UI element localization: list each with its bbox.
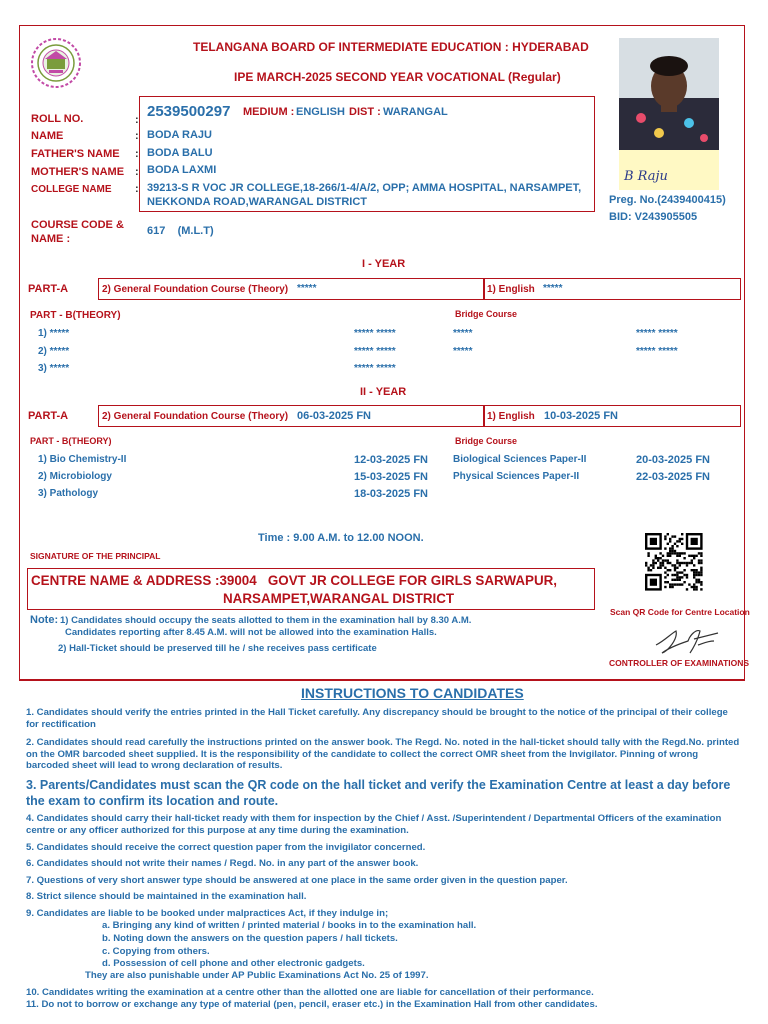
medium: ENGLISH — [296, 106, 345, 118]
dist-label: DIST : — [349, 106, 381, 118]
instruction-9e: They are also punishable under AP Public Examinations Act No. 25 of 1997. — [85, 970, 429, 981]
year2-bridge-date: 20-03-2025 FN — [636, 454, 710, 466]
instruction-8: 8. Strict silence should be maintained in the examination hall. — [26, 891, 307, 902]
year2-part-a: PART-A — [28, 410, 69, 422]
college-label: COLLEGE NAME — [31, 184, 112, 195]
note-1: 1) Candidates should occupy the seats allotted to them in the examination hall by 8.30 A.M. — [60, 615, 472, 626]
year1-bridge-date: ***** ***** — [636, 328, 678, 339]
year1-gfc-date: ***** — [297, 283, 317, 294]
colon: : — [135, 183, 139, 195]
candidate-photo — [619, 38, 719, 150]
preg-no: Preg. No.(2439400415) — [609, 194, 726, 206]
course-label-2: NAME : — [31, 233, 71, 245]
father-label: FATHER'S NAME — [31, 148, 120, 160]
instructions-title: INSTRUCTIONS TO CANDIDATES — [301, 685, 524, 701]
principal-signature-label: SIGNATURE OF THE PRINCIPAL — [30, 551, 161, 561]
dist: WARANGAL — [383, 106, 448, 118]
instruction-10: 10. Candidates writing the examination at a centre other than the allotted one are liable for cancellation of their performance. — [26, 987, 594, 998]
colon: : — [135, 148, 139, 160]
roll-no: 2539500297 — [147, 103, 231, 120]
centre-line-1: CENTRE NAME & ADDRESS :39004 GOVT JR COLLEGE FOR GIRLS SARWAPUR, — [31, 573, 558, 588]
year2-heading: II - YEAR — [360, 386, 407, 398]
year1-date: ***** ***** — [354, 328, 396, 339]
instructions-divider — [19, 680, 745, 681]
bid: BID: V243905505 — [609, 211, 698, 223]
year2-bridge-subject: Physical Sciences Paper-II — [453, 471, 580, 482]
year2-date: 18-03-2025 FN — [354, 488, 428, 500]
medium-label: MEDIUM : — [243, 106, 295, 118]
year1-subject: 3) ***** — [38, 363, 70, 374]
year1-subject: 2) ***** — [38, 346, 70, 357]
instruction-3: 3. Parents/Candidates must scan the QR code on the hall ticket and verify the Examination Centre at least a day before the exam to confirm its location and route. — [26, 778, 731, 808]
year1-gfc: 2) General Foundation Course (Theory) — [102, 284, 289, 295]
name-label: NAME — [31, 130, 64, 142]
year1-part-a: PART-A — [28, 283, 69, 295]
instruction-9b: b. Noting down the answers on the question papers / hall tickets. — [102, 933, 398, 944]
year1-bridge: Bridge Course — [455, 309, 518, 319]
year2-bridge-date: 22-03-2025 FN — [636, 471, 710, 483]
colon: : — [135, 166, 139, 178]
year2-subject: 3) Pathology — [38, 488, 99, 499]
centre-line-2: NARSAMPET,WARANGAL DISTRICT — [223, 591, 455, 606]
year1-bridge-subject: ***** — [453, 346, 473, 357]
year1-english-date: ***** — [543, 283, 563, 294]
instruction-2: 2. Candidates should read carefully the instructions printed on the answer book. The Regd. No. noted in the hall-ticket should tally with the Regd.No. printed on the OMR barcoded sheet supplied. It is the responsibility of the candidate to collect the correct OMR sheet from the Invigilator. Pinning of wrong barcoded sheet will lead to wrong declaration of results. — [26, 737, 740, 771]
year2-date: 12-03-2025 FN — [354, 454, 428, 466]
mother-name: BODA LAXMI — [147, 164, 217, 176]
instruction-6: 6. Candidates should not write their names / Regd. No. in any part of the answer book. — [26, 858, 419, 869]
year1-date: ***** ***** — [354, 346, 396, 357]
year1-heading: I - YEAR — [362, 258, 406, 270]
year2-bridge-subject: Biological Sciences Paper-II — [453, 454, 587, 465]
college-line-1: 39213-S R VOC JR COLLEGE,18-266/1-4/A/2, OPP; AMMA HOSPITAL, NARSAMPET, — [147, 182, 582, 194]
instruction-5: 5. Candidates should receive the correct question paper from the invigilator concerned. — [26, 842, 426, 853]
year1-bridge-subject: ***** — [453, 328, 473, 339]
exam-time: Time : 9.00 A.M. to 12.00 NOON. — [258, 532, 424, 544]
instruction-9d: d. Possession of cell phone and other electronic gadgets. — [102, 958, 365, 969]
note-1b: Candidates reporting after 8.45 A.M. will not be allowed into the examination Halls. — [65, 627, 437, 638]
year1-english: 1) English — [487, 284, 535, 295]
year2-date: 15-03-2025 FN — [354, 471, 428, 483]
board-title: TELANGANA BOARD OF INTERMEDIATE EDUCATION : HYDERABAD — [193, 40, 589, 54]
student-name: BODA RAJU — [147, 129, 212, 141]
year1-bridge-date: ***** ***** — [636, 346, 678, 357]
college-line-2: NEKKONDA ROAD,WARANGAL DISTRICT — [147, 196, 367, 208]
year2-gfc-date: 06-03-2025 FN — [297, 410, 371, 422]
instruction-9c: c. Copying from others. — [102, 946, 210, 957]
instruction-9: 9. Candidates are liable to be booked under malpractices Act, if they indulge in; — [26, 908, 389, 919]
roll-label: ROLL NO. — [31, 113, 84, 125]
candidate-signature: B Raju — [624, 169, 668, 184]
year2-part-b: PART - B(THEORY) — [30, 436, 112, 446]
year1-date: ***** ***** — [354, 363, 396, 374]
controller-signature — [650, 623, 722, 659]
mother-label: MOTHER'S NAME — [31, 166, 125, 178]
note-2: 2) Hall-Ticket should be preserved till he / she receives pass certificate — [58, 643, 377, 654]
instruction-11: 11. Do not to borrow or exchange any type of material (pen, pencil, eraser etc.) in the Examination Hall from other candidates. — [26, 999, 598, 1010]
father-name: BODA BALU — [147, 147, 213, 159]
instruction-7: 7. Questions of very short answer type should be answered at one place in the same order given in the question paper. — [26, 875, 568, 886]
course-label-1: COURSE CODE & — [31, 219, 124, 231]
colon: : — [135, 130, 139, 142]
year2-subject: 1) Bio Chemistry-II — [38, 454, 127, 465]
colon: : — [135, 114, 139, 126]
instruction-4: 4. Candidates should carry their hall-ticket ready with them for inspection by the Chief / Asst. /Superintendent / Departmental Officers of the examination centre or any officer authorized for this purpose at any time during the examination. — [26, 813, 722, 836]
year1-subject: 1) ***** — [38, 328, 70, 339]
centre-qr-code[interactable] — [645, 530, 703, 594]
year2-english: 1) English — [487, 411, 535, 422]
year2-english-date: 10-03-2025 FN — [544, 410, 618, 422]
instruction-9a: a. Bringing any kind of written / printed material / books in to the examination hall. — [102, 920, 477, 931]
note-label: Note: — [30, 614, 59, 626]
year2-subject: 2) Microbiology — [38, 471, 112, 482]
scan-qr-label: Scan QR Code for Centre Location — [610, 607, 750, 617]
instruction-1: 1. Candidates should verify the entries printed in the Hall Ticket carefully. Any discrepancy should be brought to the notice of the principal of their college for rectification — [26, 707, 728, 730]
course: 617 (M.L.T) — [147, 225, 214, 237]
exam-title: IPE MARCH-2025 SECOND YEAR VOCATIONAL (Regular) — [234, 70, 561, 84]
board-logo — [30, 37, 82, 89]
year1-part-b: PART - B(THEORY) — [30, 310, 121, 321]
year2-gfc: 2) General Foundation Course (Theory) — [102, 411, 289, 422]
year2-bridge: Bridge Course — [455, 436, 518, 446]
controller-label: CONTROLLER OF EXAMINATIONS — [609, 658, 750, 668]
